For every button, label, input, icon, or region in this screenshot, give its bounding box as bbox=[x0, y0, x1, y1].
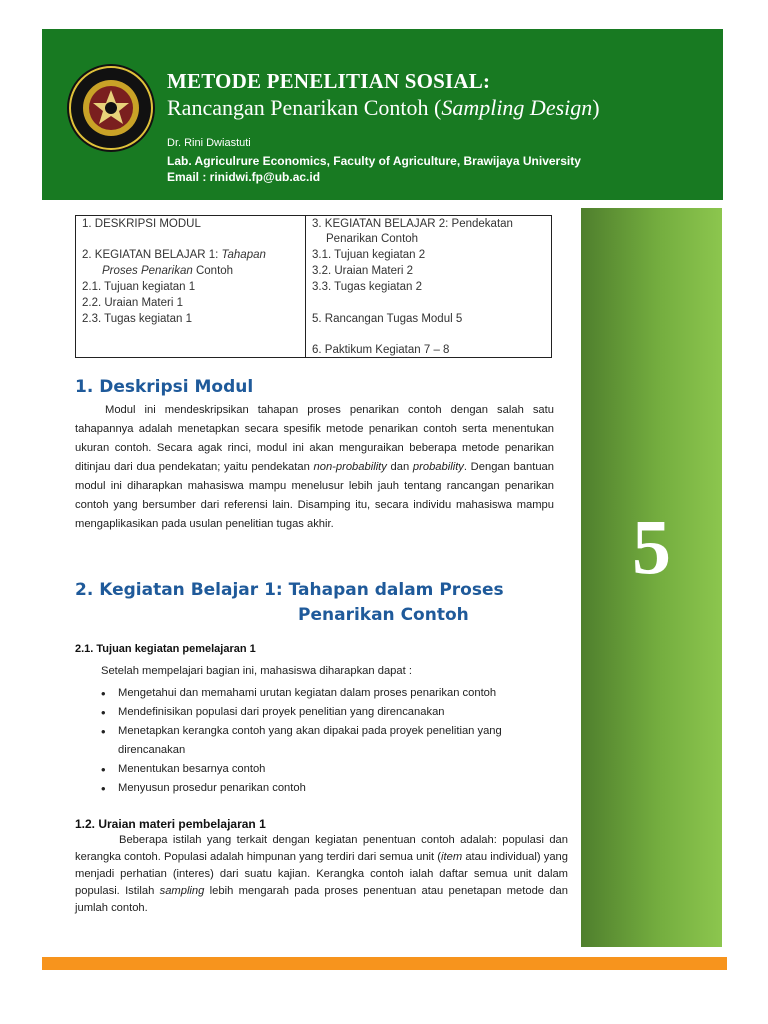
author-affiliation: Lab. Agriculrure Economics, Faculty of Agriculture, Brawijaya University bbox=[167, 154, 581, 168]
footer-accent-bar bbox=[42, 957, 727, 970]
section-paragraph: Modul ini mendeskripsikan tahapan proses penarikan contoh dengan salah satu tahapannya adalah menetapkan secara spesifik metode penarikan contoh serta menentukan ukuran contoh. Secara agak rinci, modul ini akan menguraikan beberapa metode penarikan ditinjau dari dua pendekatan; yaitu pendekatan non-probability dan probability. Dengan bantuan modul ini diharapkan mahasiswa mampu menelusur lebih jauh tentang rancangan penarikan contoh yang bersumber dari referensi lain. Disamping itu, secara individu mahasiswa mampu mengaplikasikan pada usulan penelitian tugas akhir. bbox=[75, 404, 554, 530]
chapter-number: 5 bbox=[632, 503, 671, 590]
list-item: • Mengetahui dan memahami urutan kegiatan dalam proses penarikan contoh bbox=[101, 684, 551, 703]
toc-item: 3. KEGIATAN BELAJAR 2: Pendekatan bbox=[312, 218, 513, 230]
toc-item: 2.1. Tujuan kegiatan 1 bbox=[82, 281, 196, 293]
section-heading: 1. Deskripsi Modul bbox=[75, 377, 254, 397]
author-name: Dr. Rini Dwiastuti bbox=[167, 137, 251, 149]
toc-item: 2. KEGIATAN BELAJAR 1: Tahapan bbox=[82, 249, 266, 261]
author-email: Email : rinidwi.fp@ub.ac.id bbox=[167, 170, 321, 184]
list-item: • Menetapkan kerangka contoh yang akan dipakai pada proyek penelitian yang direncanakan bbox=[101, 722, 551, 760]
module-series-title: METODE PENELITIAN SOSIAL: bbox=[167, 69, 491, 93]
toc-item: 6. Paktikum Kegiatan 7 – 8 bbox=[312, 344, 450, 356]
toc-item: 3.2. Uraian Materi 2 bbox=[312, 265, 413, 277]
section-heading-continued: Penarikan Contoh bbox=[298, 605, 469, 625]
subsection-heading: 1.2. Uraian materi pembelajaran 1 bbox=[75, 817, 266, 831]
toc-item: 3.1. Tujuan kegiatan 2 bbox=[312, 249, 426, 261]
header-banner bbox=[42, 29, 723, 200]
toc-item: 2.3. Tugas kegiatan 1 bbox=[82, 313, 192, 325]
table-of-contents bbox=[75, 215, 552, 358]
toc-left-column bbox=[76, 216, 306, 357]
section-paragraph: Beberapa istilah yang terkait dengan kegiatan penentuan contoh adalah: populasi dan kerangka contoh. Populasi adalah himpunan yang terdiri dari semua unit (item atau individual) yang menjadi perhatian (interes) dari suatu kajian. Kerangka contoh ialah daftar semua unit dalam populasi. Istilah sampling lebih mengarah pada proses penentuan atau penetapan metode dan jumlah contoh. bbox=[75, 834, 569, 914]
toc-item: 3.3. Tugas kegiatan 2 bbox=[312, 281, 422, 293]
list-item: • Menentukan besarnya contoh bbox=[101, 760, 551, 779]
toc-item: 1. DESKRIPSI MODUL bbox=[82, 218, 201, 230]
list-item: • Mendefinisikan populasi dari proyek penelitian yang direncanakan bbox=[101, 703, 551, 722]
toc-item: 2.2. Uraian Materi 1 bbox=[82, 297, 183, 309]
toc-item: Proses Penarikan Contoh bbox=[102, 265, 234, 277]
toc-item: 5. Rancangan Tugas Modul 5 bbox=[312, 313, 463, 325]
objectives-list bbox=[101, 684, 551, 798]
module-subtitle: Rancangan Penarikan Contoh (Sampling Design) bbox=[167, 95, 600, 120]
university-seal-logo bbox=[66, 63, 156, 153]
chapter-sidebar bbox=[581, 208, 722, 947]
objectives-intro: Setelah mempelajari bagian ini, mahasiswa diharapkan dapat : bbox=[101, 665, 412, 677]
list-item: • Menyusun prosedur penarikan contoh bbox=[101, 779, 551, 798]
toc-item: Penarikan Contoh bbox=[326, 233, 419, 245]
subsection-heading: 2.1. Tujuan kegiatan pemelajaran 1 bbox=[75, 643, 256, 655]
section-heading: 2. Kegiatan Belajar 1: Tahapan dalam Proses bbox=[75, 580, 504, 600]
toc-right-column bbox=[306, 216, 551, 357]
